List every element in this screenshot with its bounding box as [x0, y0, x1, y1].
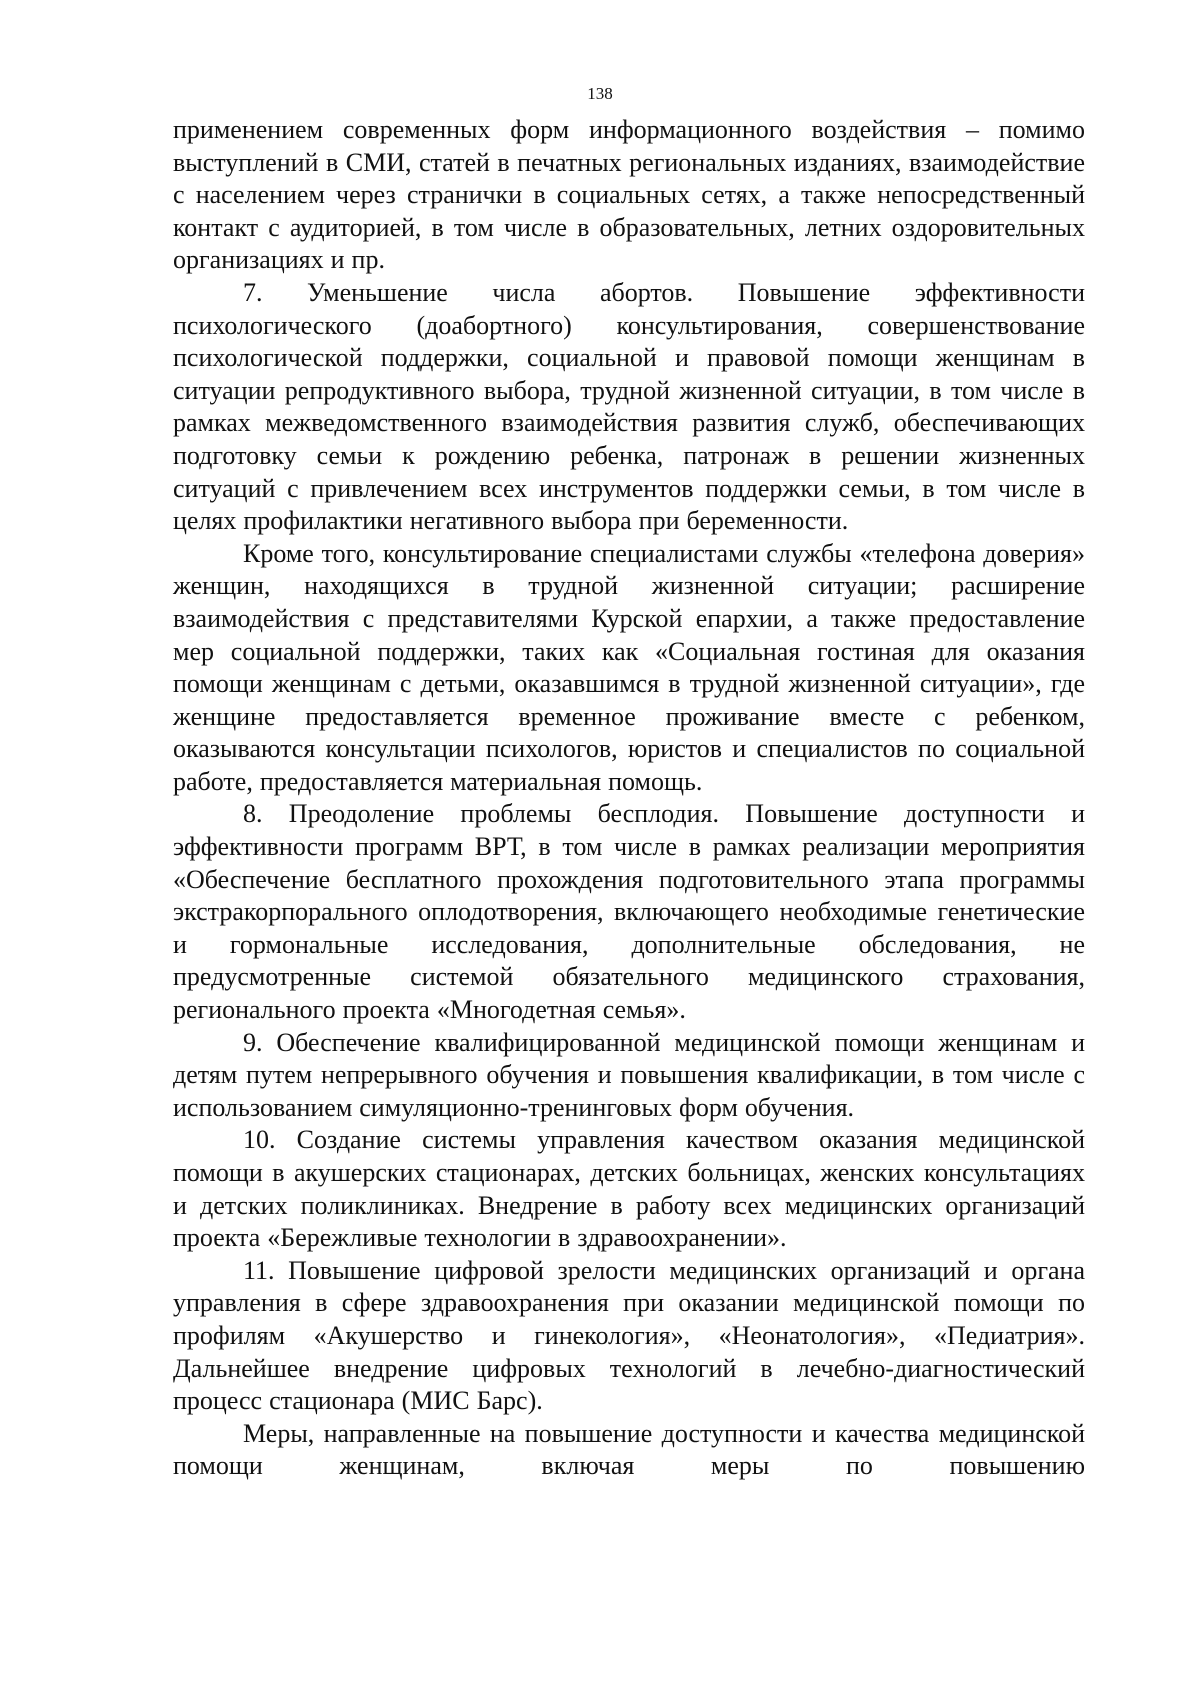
paragraph-item-11: 11. Повышение цифровой зрелости медицинских организаций и органа управления в сфере здравоохранения при оказании медицинской помощи по профилям «Акушерство и гинекология», «Неонатология», «Педиатрия». Дальнейшее внедрение цифровых технологий в лечебно-диагностический процесс стационара (МИС Барс). [173, 1255, 1085, 1416]
paragraph-item-8: 8. Преодоление проблемы бесплодия. Повышение доступности и эффективности программ ВРТ, в том числе в рамках реализации мероприятия «Обеспечение бесплатного прохождения подготовительного этапа программы экстракорпорального оплодотворения, включающего необходимые генетические и гормональные исследования, дополнительные обследования, не предусмотренные системой обязательного медицинского страхования, регионального проекта «Многодетная семья». [173, 799, 1085, 1025]
paragraph-continuation: применением современных форм информационного воздействия – помимо выступлений в СМИ, статей в печатных региональных изданиях, взаимодействие с населением через странички в социальных сетях, а также непосредственный контакт с аудиторией, в том числе в образовательных, летних оздоровительных организациях и пр. [173, 115, 1085, 275]
paragraph-item-10: 10. Создание системы управления качеством оказания медицинской помощи в акушерских стационарах, детских больницах, женских консультациях и детских поликлиниках. Внедрение в работу всех медицинских организаций проекта «Бережливые технологии в здравоохранении». [173, 1125, 1085, 1253]
document-body [173, 114, 1085, 1483]
paragraph-item-9: 9. Обеспечение квалифицированной медицинской помощи женщинам и детям путем непрерывного обучения и повышения квалификации, в том числе с использованием симуляционно-тренинговых форм обучения. [173, 1027, 1085, 1122]
paragraph-measures: Меры, направленные на повышение доступности и качества медицинской помощи женщинам, включая меры по повышению [173, 1418, 1085, 1481]
paragraph-additional-measures: Кроме того, консультирование специалистами службы «телефона доверия» женщин, находящихся в трудной жизненной ситуации; расширение взаимодействия с представителями Курской епархии, а также предоставление мер социальной поддержки, таких как «Социальная гостиная для оказания помощи женщинам с детьми, оказавшимся в трудной жизненной ситуации», где женщине предоставляется временное проживание вместе с ребенком, оказываются консультации психологов, юристов и специалистов по социальной работе, предоставляется материальная помощь. [173, 538, 1085, 796]
paragraph-item-7: 7. Уменьшение числа абортов. Повышение эффективности психологического (доабортного) консультирования, совершенствование психологической поддержки, социальной и правовой помощи женщинам в ситуации репродуктивного выбора, трудной жизненной ситуации, в том числе в рамках межведомственного взаимодействия развития служб, обеспечивающих подготовку семьи к рождению ребенка, патронаж в решении жизненных ситуаций с привлечением всех инструментов поддержки семьи, в том числе в целях профилактики негативного выбора при беременности. [173, 277, 1085, 536]
page-number: 138 [587, 84, 613, 103]
